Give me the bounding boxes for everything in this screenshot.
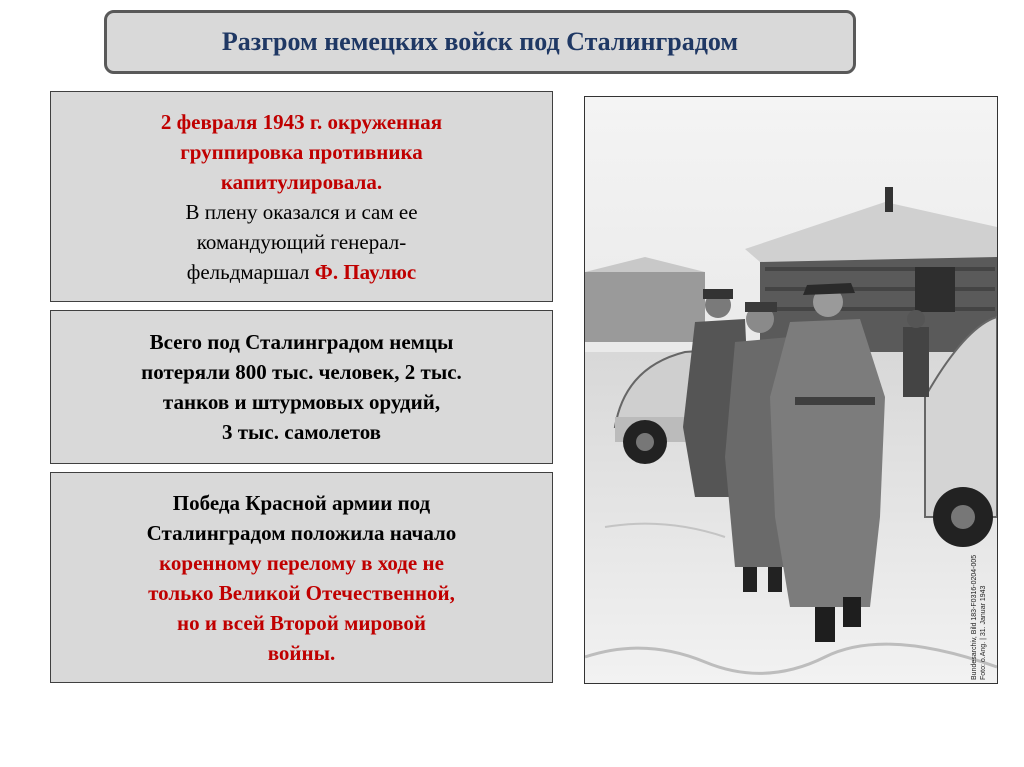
rank-text: фельдмаршал	[186, 259, 315, 284]
photo-caption-line-2: Foto: o.Ang. | 31. Januar 1943	[980, 585, 987, 680]
losses-line-1: Всего под Сталинградом немцы	[149, 330, 454, 354]
captivity-line-2: командующий генерал-	[196, 229, 407, 254]
victory-line-5: но и всей Второй мировой	[177, 610, 426, 635]
surrender-photo-illustration	[585, 97, 997, 683]
victory-text-box	[50, 472, 553, 683]
losses-line-3: танков и штурмовых орудий,	[162, 390, 441, 414]
losses-text-box	[50, 310, 553, 464]
surrender-line-3: капитулировала.	[220, 169, 383, 194]
title-banner	[104, 10, 856, 74]
historical-photo	[584, 96, 998, 684]
captivity-line-3	[187, 257, 416, 287]
photo-caption-line-1: Bundesarchiv, Bild 183-F0316-0204-005	[971, 554, 978, 680]
victory-line-1: Победа Красной армии под	[172, 490, 431, 515]
victory-line-4: только Великой Отечественной,	[148, 580, 455, 605]
photo-caption	[970, 555, 988, 680]
surrender-text-box	[50, 91, 553, 302]
victory-line-6: войны.	[267, 640, 336, 665]
losses-line-2: потеряли 800 тыс. человек, 2 тыс.	[141, 360, 462, 384]
losses-line-4: 3 тыс. самолетов	[221, 420, 382, 444]
paulus-name: Ф. Паулюс	[314, 259, 417, 284]
victory-line-2: Сталинградом положила начало	[146, 520, 457, 545]
slide-title: Разгром немецких войск под Сталинградом	[221, 27, 739, 56]
surrender-line-2: группировка противника	[180, 139, 423, 164]
victory-line-3: коренному перелому в ходе не	[159, 550, 444, 575]
surrender-line-1: 2 февраля 1943 г. окруженная	[160, 109, 443, 134]
captivity-line-1: В плену оказался и сам ее	[185, 199, 418, 224]
